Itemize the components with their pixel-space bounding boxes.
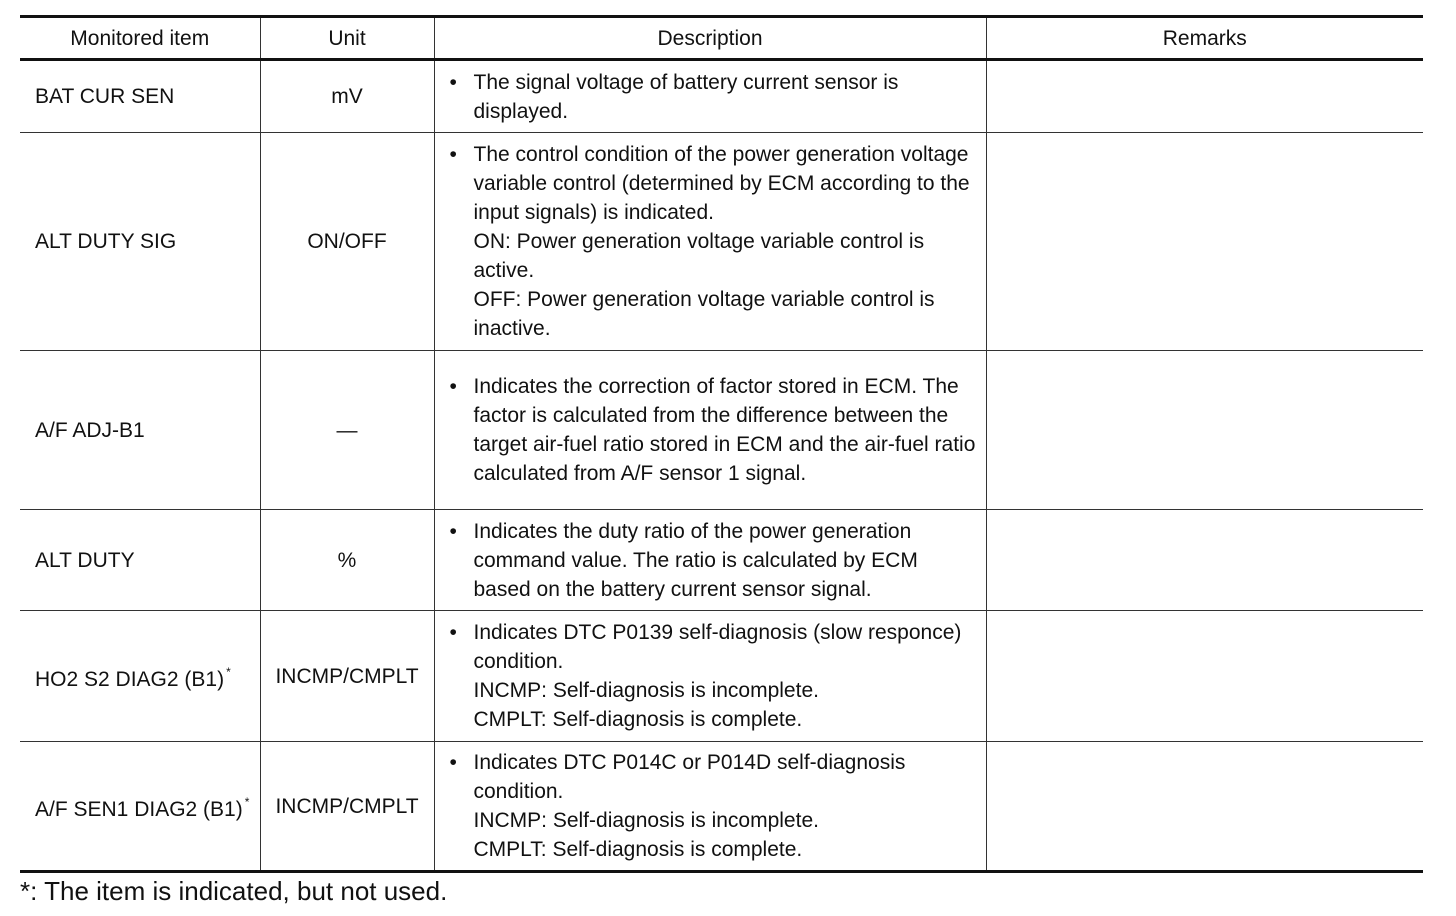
unit-cell: %	[260, 510, 434, 611]
unit-cell: INCMP/CMPLT	[260, 742, 434, 872]
unit-cell: mV	[260, 60, 434, 133]
table-row	[20, 611, 1423, 742]
item-cell: ALT DUTY	[20, 510, 260, 611]
table-row	[20, 510, 1423, 611]
description-bullet: • Indicates the correction of factor stored in ECM. The factor is calculated from the difference between the target air-fuel ratio stored in ECM and the air-fuel ratio calculated from A/F sensor 1 signal.	[447, 372, 978, 488]
description-note: INCMP: Self-diagnosis is incomplete.	[473, 809, 819, 832]
description-cell	[434, 611, 986, 742]
remarks-cell	[986, 611, 1423, 742]
header-monitored-item: Monitored item	[20, 17, 260, 60]
item-cell: HO2 S2 DIAG2 (B1) *	[20, 611, 260, 742]
description-cell	[434, 742, 986, 872]
item-cell: A/F SEN1 DIAG2 (B1) *	[35, 795, 250, 821]
description-bullet: • The control condition of the power generation voltage variable control (determined by ECM according to the input signals) is indicated.	[447, 140, 978, 227]
unit-cell: INCMP/CMPLT	[260, 611, 434, 742]
description-note: CMPLT: Self-diagnosis is complete.	[473, 838, 803, 861]
description-bullet: • The signal voltage of battery current sensor is displayed.	[447, 68, 978, 126]
table-row	[20, 351, 1423, 510]
unit-cell: —	[260, 351, 434, 510]
footnote-marker: *	[226, 665, 231, 679]
description-cell	[434, 351, 986, 510]
description-bullet: • Indicates DTC P014C or P014D self-diagnosis condition.	[447, 748, 978, 806]
description-bullet: • Indicates the duty ratio of the power generation command value. The ratio is calculated by ECM based on the battery current sensor signal.	[447, 517, 978, 604]
description-cell	[434, 60, 986, 133]
description-bullet: • Indicates DTC P0139 self-diagnosis (slow responce) condition.	[447, 618, 978, 676]
description-note: CMPLT: Self-diagnosis is complete.	[473, 708, 803, 731]
header-row	[20, 17, 1423, 60]
description-note: INCMP: Self-diagnosis is incomplete.	[473, 679, 819, 702]
item-cell: BAT CUR SEN	[20, 60, 260, 133]
remarks-cell	[986, 742, 1423, 872]
header-remarks: Remarks	[986, 17, 1423, 60]
remarks-cell	[986, 60, 1423, 133]
item-cell: A/F ADJ-B1	[20, 351, 260, 510]
table-row	[20, 133, 1423, 351]
monitor-item-table	[20, 15, 1423, 873]
table-row	[20, 742, 1423, 872]
table-row	[20, 60, 1423, 133]
footnote-marker: *	[244, 795, 250, 809]
remarks-cell	[986, 351, 1423, 510]
table-footnote: *: The item is indicated, but not used.	[20, 876, 448, 906]
description-note: OFF: Power generation voltage variable control is inactive.	[473, 288, 935, 340]
description-note: ON: Power generation voltage variable control is active.	[473, 230, 925, 282]
item-cell: ALT DUTY SIG	[20, 133, 260, 351]
header-description: Description	[434, 17, 986, 60]
header-unit: Unit	[260, 17, 434, 60]
unit-cell: ON/OFF	[260, 133, 434, 351]
description-cell	[434, 510, 986, 611]
remarks-cell	[986, 133, 1423, 351]
remarks-cell	[986, 510, 1423, 611]
description-cell	[434, 133, 986, 351]
